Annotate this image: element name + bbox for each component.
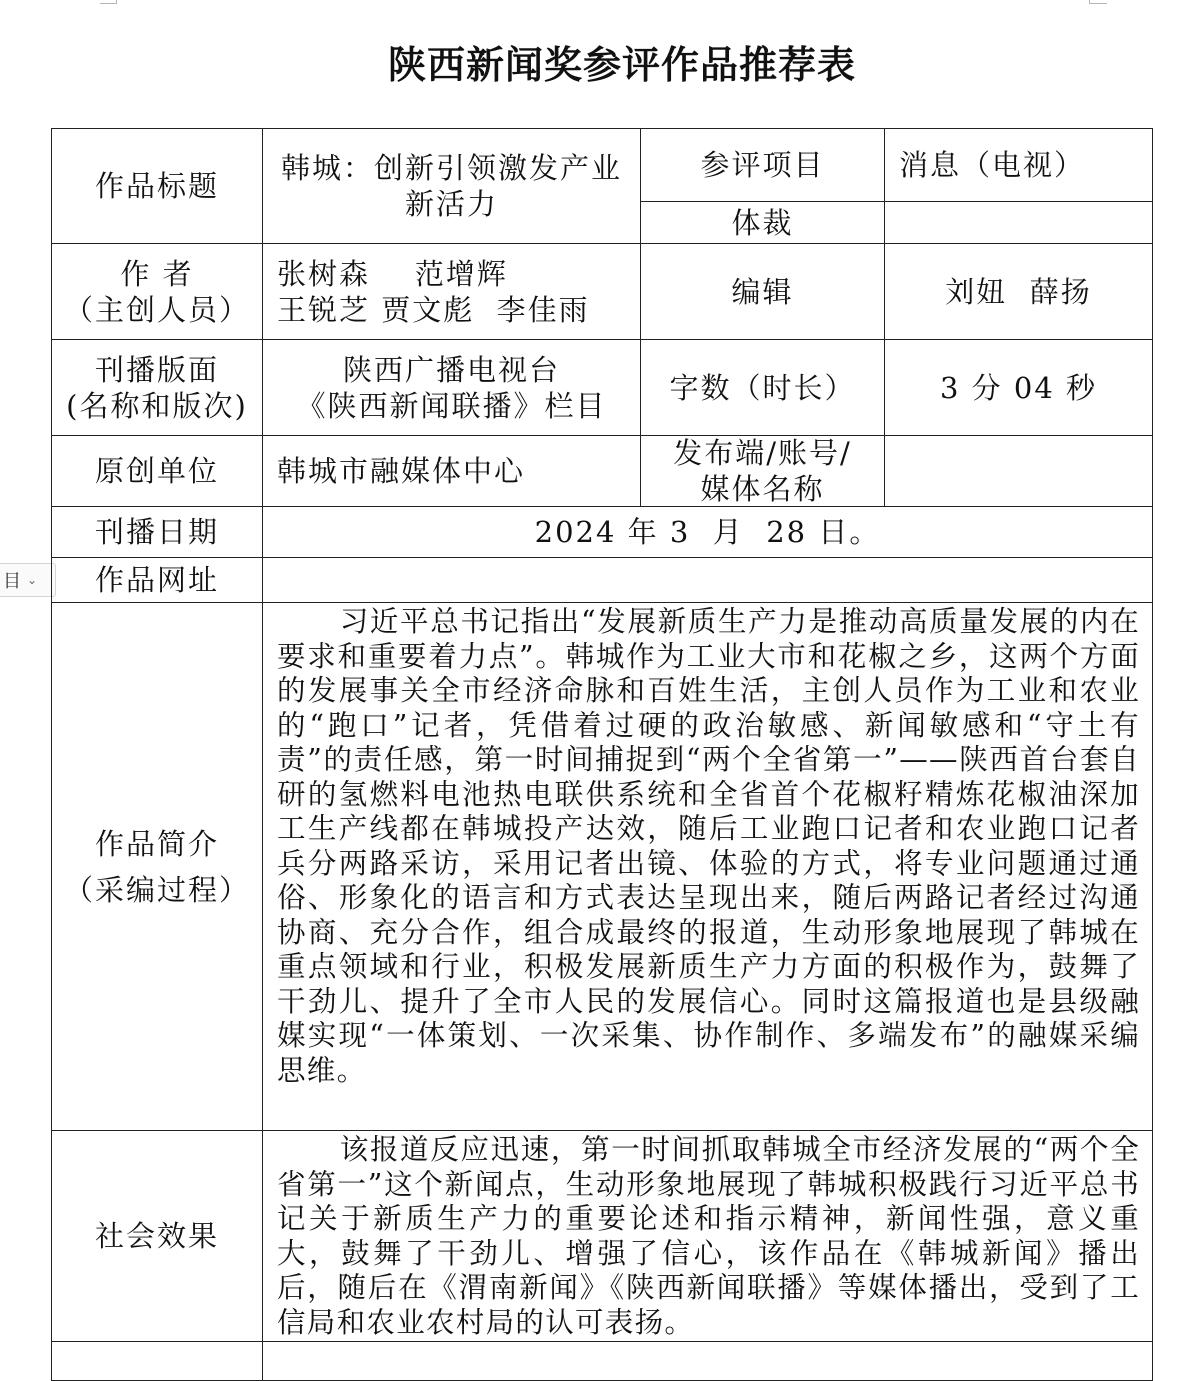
broadcast-value-line1: 陕西广播电视台 bbox=[342, 352, 560, 387]
genre-label: 体裁 bbox=[731, 205, 794, 240]
title-value-cell[interactable] bbox=[262, 128, 641, 244]
table-handle-icon: 目 bbox=[3, 571, 21, 592]
unit-value: 韩城市融媒体中心 bbox=[277, 454, 526, 488]
broadcast-value-cell[interactable] bbox=[262, 339, 641, 436]
title-label: 作品标题 bbox=[94, 169, 219, 203]
crop-mark-top-right-h bbox=[1089, 3, 1107, 4]
title-value-line2: 新活力 bbox=[404, 187, 498, 221]
date-label-cell bbox=[51, 506, 263, 558]
next-row-value-cell[interactable] bbox=[262, 1341, 1153, 1381]
author-label-cell bbox=[51, 243, 263, 340]
crop-mark-top-left-h bbox=[100, 3, 117, 4]
length-value: 3 分 04 秒 bbox=[939, 370, 1097, 405]
editor-value: 刘妞 薛扬 bbox=[945, 274, 1092, 309]
editor-label-cell bbox=[640, 243, 885, 340]
unit-value-cell[interactable] bbox=[262, 435, 641, 507]
length-value-cell[interactable] bbox=[884, 339, 1153, 436]
title-label-cell bbox=[51, 128, 263, 244]
author-value-line2: 王锐芝 贾文彪 李佳雨 bbox=[277, 292, 590, 327]
broadcast-label-line2: (名称和版次) bbox=[66, 388, 248, 423]
recommendation-table bbox=[51, 128, 1153, 1368]
broadcast-label-line1: 刊播版面 bbox=[94, 352, 219, 387]
publish-label-cell bbox=[640, 435, 885, 507]
intro-label-line1: 作品简介 bbox=[94, 826, 219, 861]
intro-text-cell[interactable] bbox=[262, 602, 1153, 1131]
category-label: 参评项目 bbox=[700, 148, 825, 182]
url-label: 作品网址 bbox=[94, 563, 219, 597]
editor-label: 编辑 bbox=[731, 274, 794, 309]
effect-text: 该报道反应迅速，第一时间抓取韩城全市经济发展的“两个全省第一”这个新闻点，生动形象地展现了韩城积极践行习近平总书记关于新质生产力的重要论述和指示精神，新闻性强，意义重大，鼓舞了干劲儿、增强了信心，该作品在《韩城新闻》播出后，随后在《渭南新闻》《陕西新闻联播》等媒体播出，受到了工信局和农业农村局的认可表扬。 bbox=[277, 1133, 1140, 1339]
publish-label-line2: 媒体名称 bbox=[700, 472, 825, 506]
broadcast-label-cell bbox=[51, 339, 263, 436]
url-label-cell bbox=[51, 557, 263, 603]
unit-label-cell bbox=[51, 435, 263, 507]
intro-label-cell bbox=[51, 602, 263, 1131]
publish-label-line1: 发布端/账号/ bbox=[673, 436, 852, 470]
author-value-cell[interactable] bbox=[262, 243, 641, 340]
next-row-label-cell bbox=[51, 1341, 263, 1381]
chevron-down-icon: ⌄ bbox=[27, 573, 38, 587]
publish-value-cell[interactable] bbox=[884, 435, 1153, 507]
category-label-cell bbox=[640, 128, 885, 202]
length-label-cell bbox=[640, 339, 885, 436]
effect-label: 社会效果 bbox=[94, 1219, 219, 1253]
length-label: 字数（时长） bbox=[669, 370, 856, 405]
url-value-cell[interactable] bbox=[262, 557, 1153, 603]
author-label-line2: （主创人员） bbox=[63, 292, 250, 327]
date-label: 刊播日期 bbox=[94, 515, 219, 549]
broadcast-value-line2: 《陕西新闻联播》栏目 bbox=[296, 388, 607, 423]
intro-text: 习近平总书记指出“发展新质生产力是推动高质量发展的内在要求和重要着力点”。韩城作为工业大市和花椒之乡，这两个方面的发展事关全市经济命脉和百姓生活，主创人员作为工业和农业的“跑口”记者，凭借着过硬的政治敏感、新闻敏感和“守土有责”的责任感，第一时间捕捉到“两个全省第一”——陕西首台套自研的氢燃料电池热电联供系统和全省首个花椒籽精炼花椒油深加工生产线都在韩城投产达效，随后工业跑口记者和农业跑口记者兵分两路采访，采用记者出镜、体验的方式，将专业问题通过通俗、形象化的语言和方式表达呈现出来，随后两路记者经过沟通协商、充分合作，组合成最终的报道，生动形象地展现了韩城在重点领域和行业，积极发展新质生产力方面的积极作为，鼓舞了干劲儿、提升了全市人民的发展信心。同时这篇报道也是县级融媒实现“一体策划、一次采集、协作制作、多端发布”的融媒采编思维。 bbox=[277, 605, 1140, 1087]
author-value-line1: 张树森 范增辉 bbox=[277, 256, 508, 291]
intro-label-line2: （采编过程） bbox=[63, 872, 250, 907]
unit-label: 原创单位 bbox=[94, 454, 219, 488]
genre-label-cell bbox=[640, 201, 885, 244]
author-label-line1: 作 者 bbox=[120, 256, 194, 291]
date-value: 2024 年 3 月 28 日。 bbox=[534, 515, 881, 549]
page-title: 陕西新闻奖参评作品推荐表 bbox=[387, 43, 856, 87]
title-value-line1: 韩城：创新引领激发产业 bbox=[280, 151, 622, 185]
category-value-cell[interactable] bbox=[884, 128, 1153, 202]
editor-value-cell[interactable] bbox=[884, 243, 1153, 340]
effect-label-cell bbox=[51, 1130, 263, 1342]
table-handle-button[interactable] bbox=[0, 563, 56, 597]
category-value: 消息（电视） bbox=[899, 148, 1086, 182]
genre-value-cell[interactable] bbox=[884, 201, 1153, 244]
effect-text-cell[interactable] bbox=[262, 1130, 1153, 1342]
date-value-cell[interactable] bbox=[262, 506, 1153, 558]
